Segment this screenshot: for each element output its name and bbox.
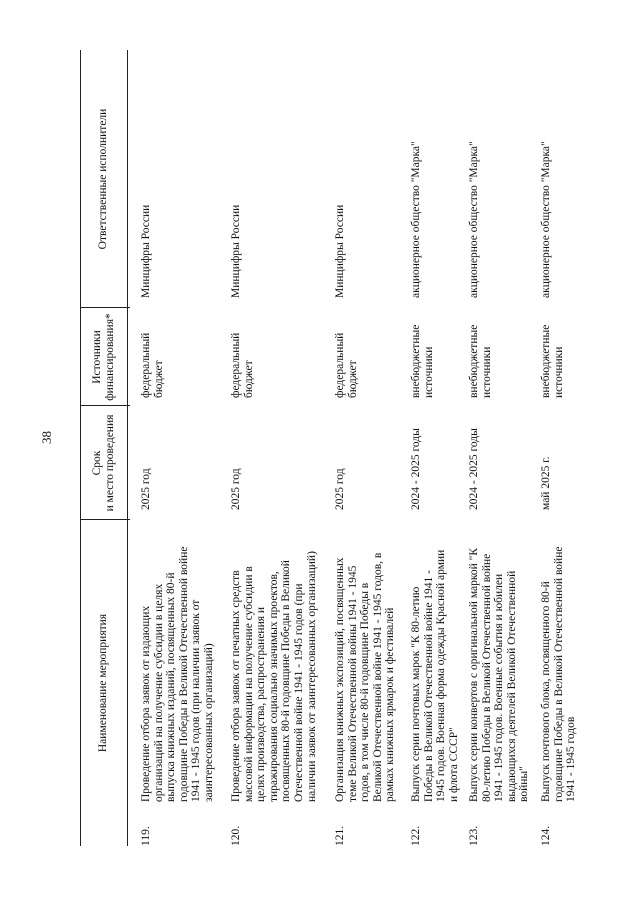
event-name: Проведение отбора заявок от издающих организаций на получение субсидии в целях выпуска книжных изданий, посвященных 80-й годовщине Победы в Великой Отечественной войне 1941 - 1945 годов (при наличии заявок от заинтересованных организаций) [140,546,215,802]
responsible-party: акционерное общество "Марка" [468,141,480,298]
responsible-party: Минцифры России [230,204,242,298]
header-term-line2: и место проведения [103,414,116,512]
row-number: 119. [140,826,152,846]
event-name: Проведение отбора заявок от печатных средств массовой информации на получение субсидии в целях производства, распространения и тиражирования социально значимых проектов, посвященных 80-й годовщине Победы в Великой Отечественной войне 1941 - 1945 годов (при наличии заявок от заинтересованных организаций) [230,551,318,802]
funding-source: федеральный бюджет [230,332,255,398]
funding-source: внебюджетные источники [540,324,565,398]
responsible-party: Минцифры России [334,204,346,298]
responsible-party: акционерное общество "Марка" [410,141,422,298]
row-number: 124. [540,825,552,846]
header-name [80,520,127,846]
event-name: Выпуск серии почтовых марок "К 80-летию Победы в Великой Отечественной войне 1941 - 1945 годов. Военная форма одежды Красной армии и флота СССР" [410,549,460,802]
row-number: 120. [230,825,242,846]
header-source [80,308,127,406]
row-number: 122. [410,825,422,846]
responsible-party: акционерное общество "Марка" [540,141,552,298]
header-term-line1: Срок [90,450,103,476]
responsible-party: Минцифры России [140,204,152,298]
event-term: 2024 - 2025 годы [468,428,480,510]
event-term: 2025 год [230,468,242,510]
row-number: 123. [468,825,480,846]
header-responsible-text: Ответственные исполнители [97,108,109,250]
rotated-table-region [80,50,578,846]
header-responsible [80,50,127,308]
funding-source: федеральный бюджет [334,332,359,398]
header-source-line2: финансирования* [103,313,116,401]
event-name: Выпуск серии конвертов с оригинальной маркой "К 80-летию Победы в Великой Отечественной войне 1941 - 1945 годов. Военные события и юбилеи выдающихся деятелей Великой Отечественной войны" [468,547,531,802]
event-term: май 2025 г. [540,456,552,510]
event-term: 2025 год [334,468,346,510]
event-name: Выпуск почтового блока, посвященного 80-й годовщине Победы в Великой Отечественной войне 1941 - 1945 годов [540,546,578,802]
header-bottom-border [127,50,128,846]
event-name: Организация книжных экспозиций, посвященных теме Великой Отечественной войны 1941 - 1945 годов, в том числе 80-й годовщине Победы в Великой Отечественной войне 1941 - 1945 годов, в рамках книжных ярмарок и фестивалей [334,552,397,802]
funding-source: федеральный бюджет [140,332,165,398]
funding-source: внебюджетные источники [410,324,435,398]
event-term: 2025 год [140,468,152,510]
header-term [80,406,127,520]
page-number: 38 [39,431,54,444]
event-term: 2024 - 2025 годы [410,428,422,510]
funding-source: внебюджетные источники [468,324,493,398]
header-source-line1: Источники [90,330,103,384]
events-table [80,50,578,846]
row-number: 121. [334,825,346,846]
header-name-text: Наименование мероприятия [97,613,109,753]
